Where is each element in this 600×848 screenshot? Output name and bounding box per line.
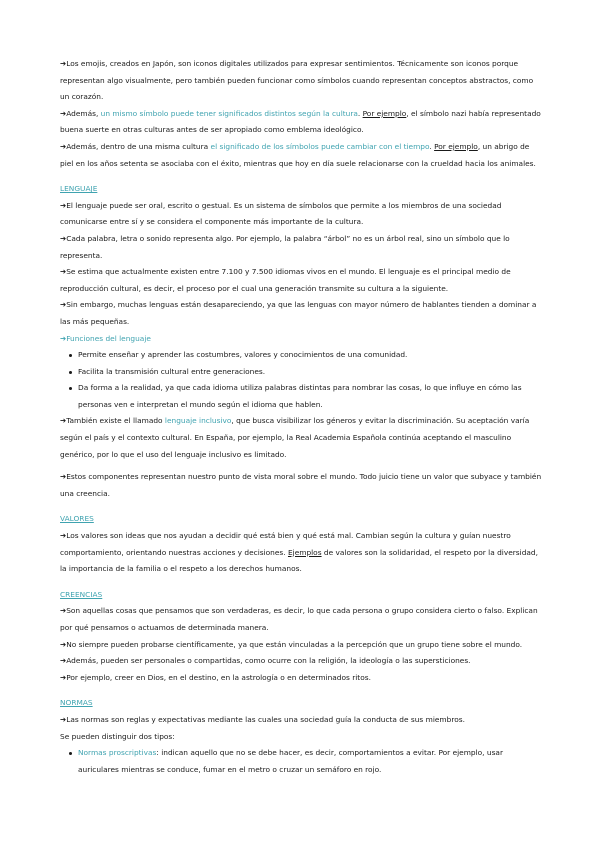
arrow-icon: ➔ (60, 656, 67, 666)
spacer (60, 172, 544, 179)
arrow-icon: ➔ (60, 200, 67, 210)
arrow-icon: ➔ (60, 531, 67, 541)
arrow-icon: ➔ (60, 472, 67, 482)
intro-paragraph-time: ➔Además, dentro de una misma cultura el significado de los símbolos puede cambiar con el tiempo. Por ejemplo, un abrigo de piel en los años setenta se asociaba con el éxito, mientras que hoy en día suele relacionarse con la crueldad hacia los animales. (60, 141, 536, 168)
lenguaje-paragraph-3: ➔Se estima que actualmente existen entre 7.100 y 7.500 idiomas vivos en el mundo. El lenguaje es el principal medio de reproducción cultural, es decir, el proceso por el cual una generación transmite su cultura a la siguiente. (60, 267, 511, 293)
section-heading-normas: NORMAS (60, 698, 93, 708)
arrow-icon: ➔ (60, 672, 67, 682)
highlight-text: un mismo símbolo puede tener significados distintos según la cultura (100, 108, 358, 118)
creencias-paragraph-3: ➔Además, pueden ser personales o compartidas, como ocurre con la religión, la ideología o las supersticiones. (60, 656, 471, 666)
underlined-text: Ejemplos (287, 547, 322, 557)
underlined-text: Por ejemplo (434, 141, 478, 151)
spacer (60, 502, 544, 509)
creencias-paragraph-1: ➔Son aquellas cosas que pensamos que son verdaderas, es decir, lo que cada persona o grupo considera cierto o falso. Explican por qué pensamos o actuamos de determinada manera. (60, 606, 538, 632)
intro-paragraph-culture: ➔Además, un mismo símbolo puede tener significados distintos según la cultura. Por ejemplo, el símbolo nazi había representado buena suerte en otras culturas antes de ser apropiado como emblema ideológico. (60, 108, 541, 135)
section-heading-creencias: CREENCIAS (60, 589, 103, 599)
arrow-icon: ➔ (60, 233, 67, 243)
arrow-icon: ➔ (60, 416, 67, 426)
spacer (60, 686, 544, 693)
creencias-paragraph-4: ➔Por ejemplo, creer en Dios, en el destino, en la astrología o en determinados ritos. (60, 672, 371, 682)
list-item: Normas proscriptivas: indican aquello que no se debe hacer, es decir, comportamientos a evitar. Por ejemplo, usar auriculares mientras se conduce, fumar en el metro o cruzar un semáforo en rojo. (78, 745, 544, 778)
valores-paragraph: ➔Los valores son ideas que nos ayudan a decidir qué está bien y qué está mal. Cambian según la cultura y guían nuestro comportamiento, orientando nuestras acciones y decisiones. Ejemplos de valores son la solidaridad, el respeto por la diversidad, la importancia de la familia o el respeto a los derechos humanos. (60, 531, 538, 574)
arrow-icon: ➔ (60, 714, 67, 724)
lenguaje-paragraph-componentes: ➔Estos componentes representan nuestro punto de vista moral sobre el mundo. Todo juicio tiene un valor que subyace y también una creencia. (60, 472, 542, 498)
subheading-funciones: ➔Funciones del lenguaje (60, 333, 151, 343)
lenguaje-paragraph-1: ➔El lenguaje puede ser oral, escrito o gestual. Es un sistema de símbolos que permite a los miembros de una sociedad comunicarse entre sí y se considera el componente más importante de la cultura. (60, 200, 502, 227)
highlight-text: lenguaje inclusivo (164, 416, 232, 426)
lenguaje-paragraph-2: ➔Cada palabra, letra o sonido representa algo. Por ejemplo, la palabra “árbol” no es un árbol real, sino un símbolo que lo representa. (60, 233, 510, 260)
normas-paragraph-1: ➔Las normas son reglas y expectativas mediante las cuales una sociedad guía la conducta de sus miembros. (60, 714, 465, 724)
intro-paragraph-emojis: ➔Los emojis, creados en Japón, son iconos digitales utilizados para expresar sentimientos. Técnicamente son iconos porque representan algo visualmente, pero también pueden funcionar como símbolos cuando representan conceptos abstractos, como un corazón. (60, 59, 534, 102)
funciones-list (60, 347, 544, 413)
list-item: Da forma a la realidad, ya que cada idioma utiliza palabras distintas para nombrar las cosas, lo que influye en cómo las personas ven e interpretan el mundo según el idioma que hablen. (78, 380, 544, 413)
section-heading-valores: VALORES (60, 514, 94, 524)
arrow-icon: ➔ (60, 267, 67, 277)
lenguaje-paragraph-inclusivo: ➔También existe el llamado lenguaje inclusivo, que busca visibilizar los géneros y evitar la discriminación. Su aceptación varía según el país y el contexto cultural. En España, por ejemplo, la Real Academia Española continúa aceptando el masculino genérico, por lo que el uso del lenguaje inclusivo es limitado. (60, 416, 530, 459)
arrow-icon: ➔ (60, 108, 67, 118)
lenguaje-paragraph-4: ➔Sin embargo, muchas lenguas están desapareciendo, ya que las lenguas con mayor número de hablantes tienden a dominar a las más pequeñas. (60, 300, 537, 326)
section-heading-lenguaje: LENGUAJE (60, 184, 98, 194)
arrow-icon: ➔ (60, 59, 67, 68)
normas-paragraph-2: Se pueden distinguir dos tipos: (60, 731, 175, 741)
arrow-icon: ➔ (60, 300, 67, 310)
arrow-icon: ➔ (60, 639, 67, 649)
spacer (60, 578, 544, 585)
highlight-text: el significado de los símbolos puede cambiar con el tiempo (210, 141, 430, 151)
normas-list (60, 745, 544, 778)
creencias-paragraph-2: ➔No siempre pueden probarse científicamente, ya que están vinculadas a la percepción que un grupo tiene sobre el mundo. (60, 639, 523, 649)
list-item: Facilita la transmisión cultural entre generaciones. (78, 364, 544, 381)
document-page (60, 56, 544, 778)
arrow-icon: ➔ (60, 141, 67, 151)
underlined-text: Por ejemplo (362, 108, 407, 118)
arrow-icon: ➔ (60, 333, 67, 343)
list-item: Permite enseñar y aprender las costumbres, valores y conocimientos de una comunidad. (78, 347, 544, 364)
arrow-icon: ➔ (60, 606, 67, 616)
highlight-text: Normas proscriptivas (78, 748, 157, 758)
